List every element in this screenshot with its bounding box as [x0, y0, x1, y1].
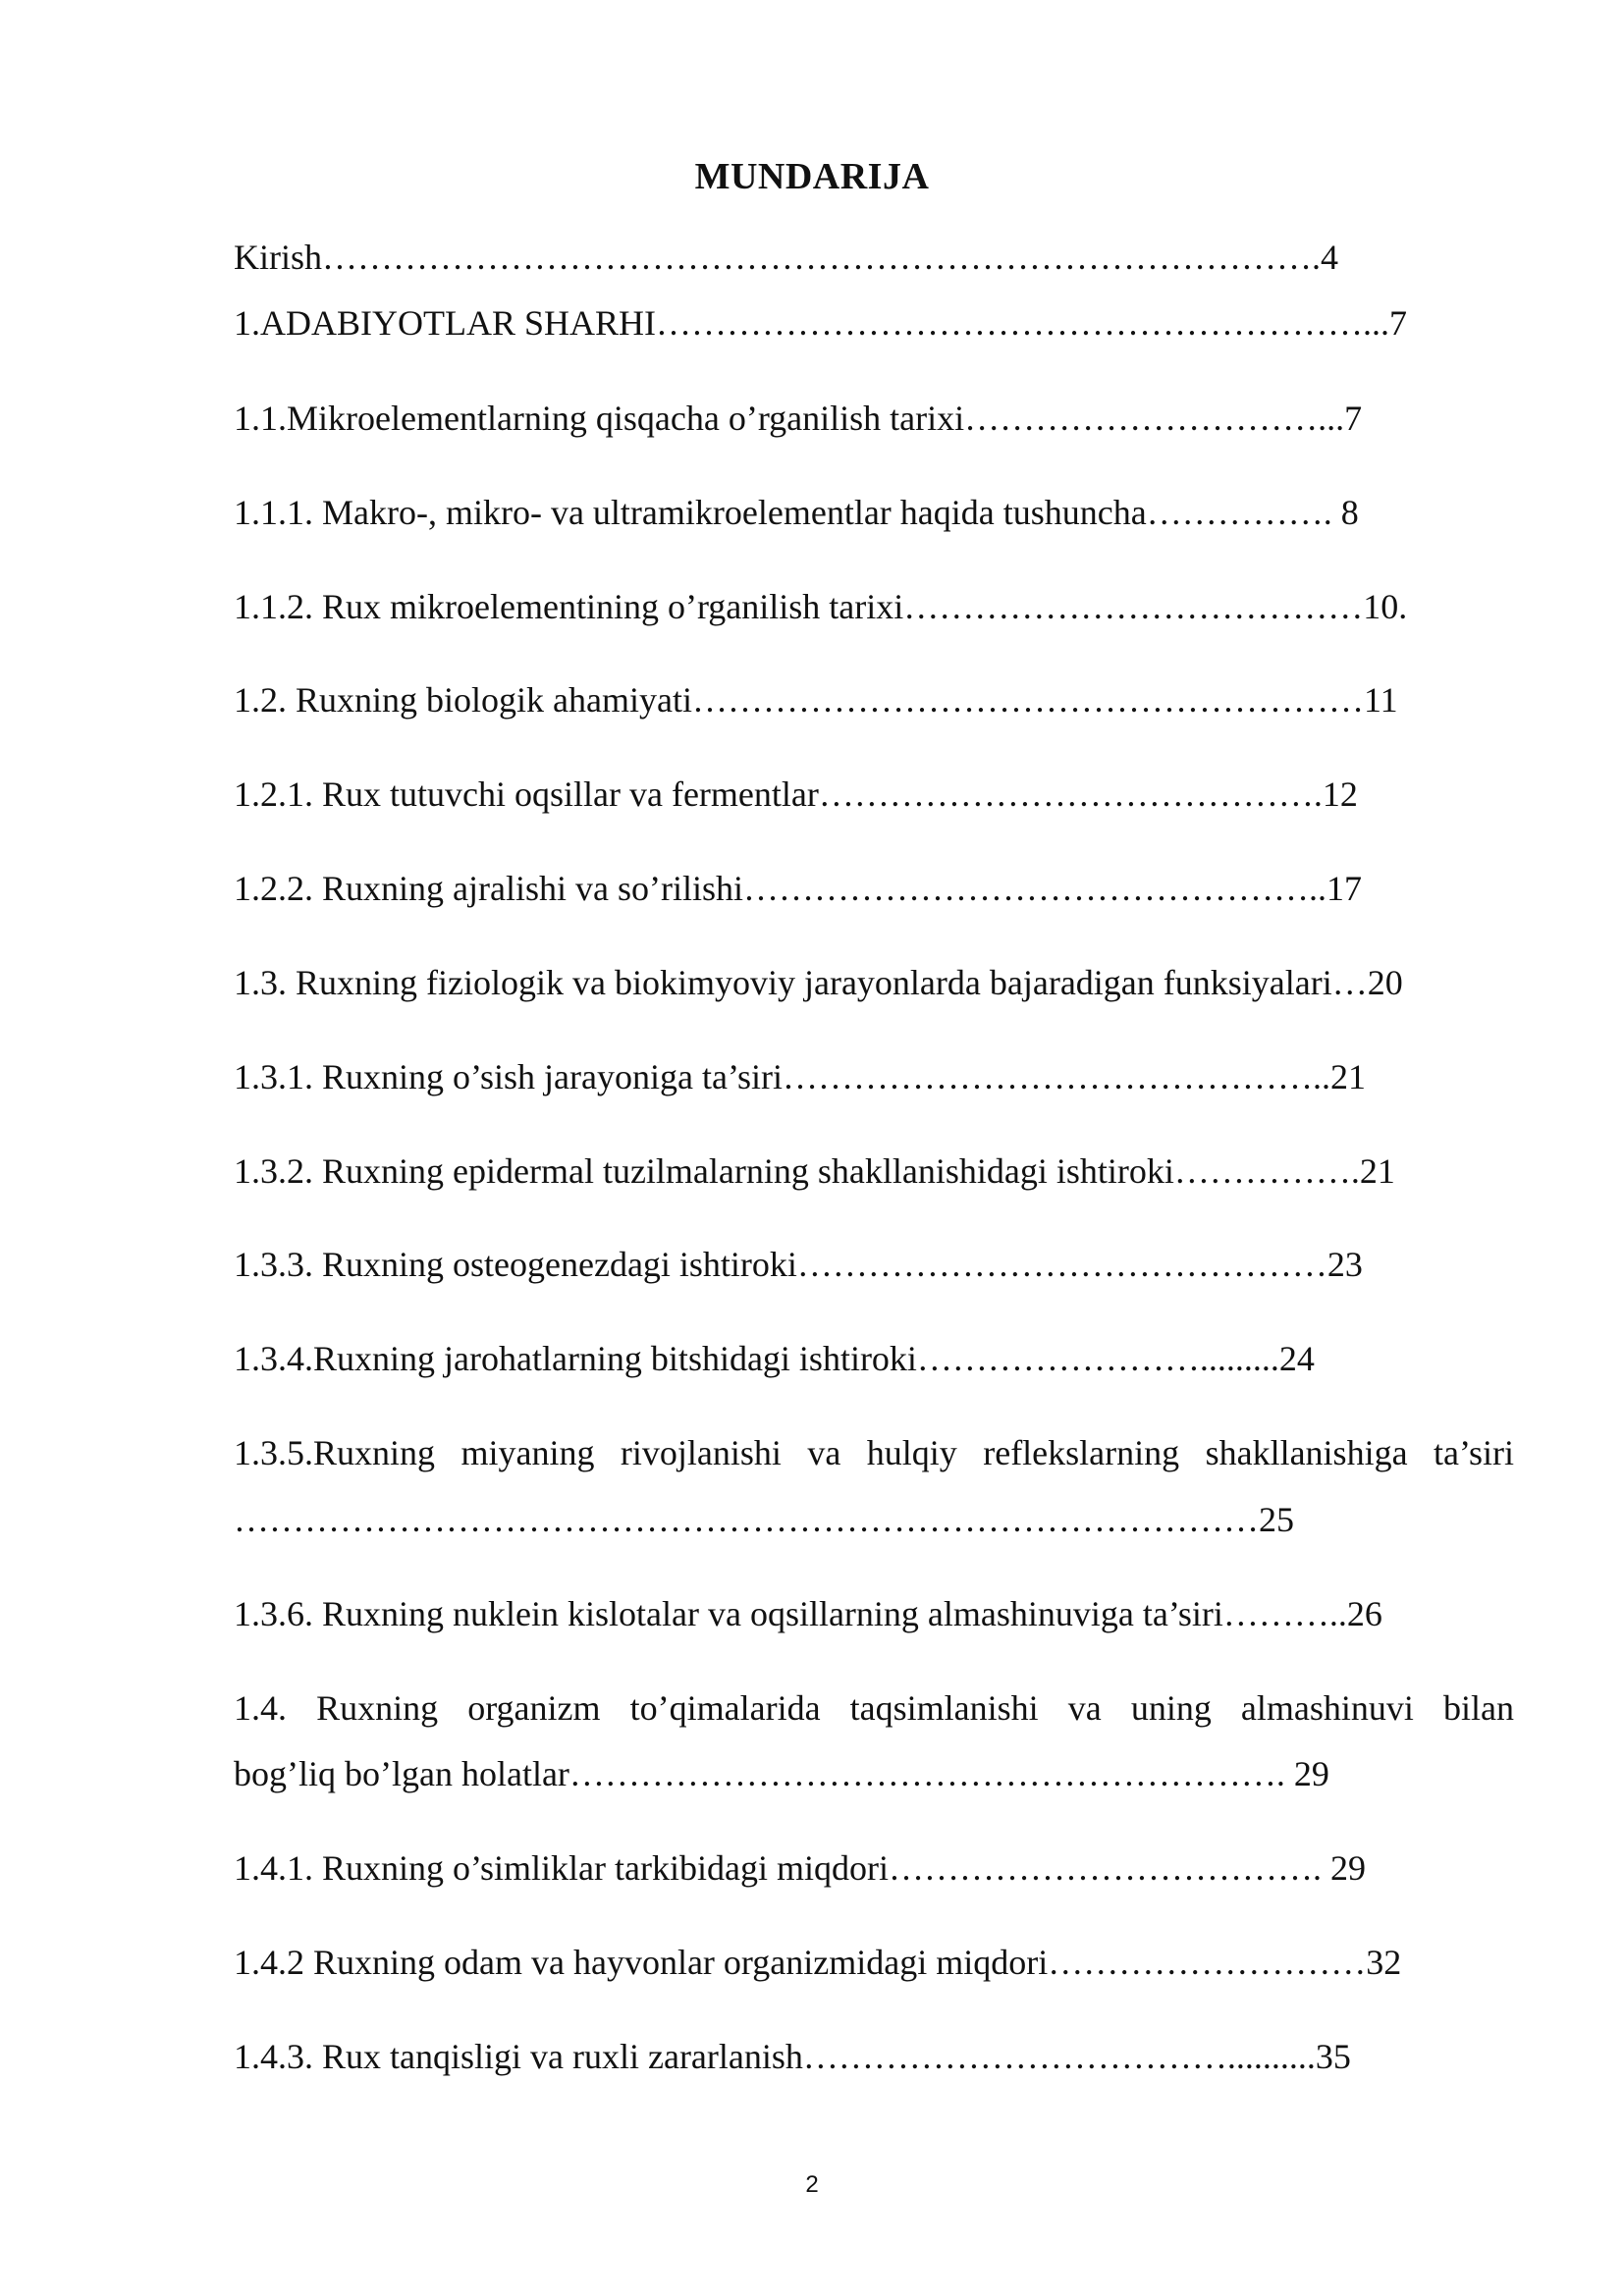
toc-entry: 1.3.4.Ruxning jarohatlarning bitshidagi ishtiroki…………………….........24: [234, 1339, 1315, 1378]
toc-entry: 1.1.Mikroelementlarning qisqacha o’rganilish tarixi…………………………...7: [234, 399, 1363, 438]
toc-entry: 1.3.5.Ruxning miyaning rivojlanishi va hulqiy reflekslarning shakllanishiga ta’siri: [234, 1433, 1514, 1472]
toc-entry: 1.4.2 Ruxning odam va hayvonlar organizmidagi miqdori………………………32: [234, 1943, 1402, 1982]
toc-entry: 1.4. Ruxning organizm to’qimalarida taqsimlanishi va uning almashinuvi bilan: [234, 1688, 1514, 1728]
toc-entry-continuation: ……………………………………………………………………………25: [234, 1500, 1294, 1539]
toc-entry: 1.3.6. Ruxning nuklein kislotalar va oqsillarning almashinuviga ta’siri………..26: [234, 1594, 1382, 1633]
toc-entry: Kirish………………………………………………………………………….4: [234, 238, 1338, 277]
page-title: MUNDARIJA: [694, 156, 930, 197]
toc-entry: 1.3.1. Ruxning o’sish jarayoniga ta’siri………………………………………..21: [234, 1057, 1366, 1096]
toc-entry: 1.3. Ruxning fiziologik va biokimyoviy jarayonlarda bajaradigan funksiyalari…20: [234, 963, 1403, 1002]
toc-entry: 1.4.3. Rux tanqisligi va ruxli zararlanish………………………………..........35: [234, 2037, 1351, 2076]
toc-entry: 1.4.1. Ruxning o’simliklar tarkibidagi miqdori………………………………. 29: [234, 1848, 1366, 1888]
toc-entry: 1.3.3. Ruxning osteogenezdagi ishtiroki………………………………………23: [234, 1245, 1363, 1284]
toc-entry-continuation: bog’liq bo’lgan holatlar……………………………………………………. 29: [234, 1754, 1329, 1793]
toc-entry: 1.1.2. Rux mikroelementining o’rganilish tarixi…………………………………10.: [234, 587, 1408, 626]
toc-entry: 1.2.1. Rux tutuvchi oqsillar va fermentlar…………………………………….12: [234, 774, 1358, 814]
page-number: 2: [805, 2171, 819, 2198]
toc-entry: 1.ADABIYOTLAR SHARHI……………………………………………………...7: [234, 303, 1407, 343]
toc-entry: 1.3.2. Ruxning epidermal tuzilmalarning shakllanishidagi ishtiroki…………….21: [234, 1151, 1395, 1191]
toc-entry: 1.2.2. Ruxning ajralishi va so’rilishi…………………………………………..17: [234, 869, 1362, 908]
toc-entry: 1.1.1. Makro-, mikro- va ultramikroelementlar haqida tushuncha……………. 8: [234, 493, 1359, 532]
toc-entry: 1.2. Ruxning biologik ahamiyati…………………………………………………11: [234, 680, 1398, 720]
